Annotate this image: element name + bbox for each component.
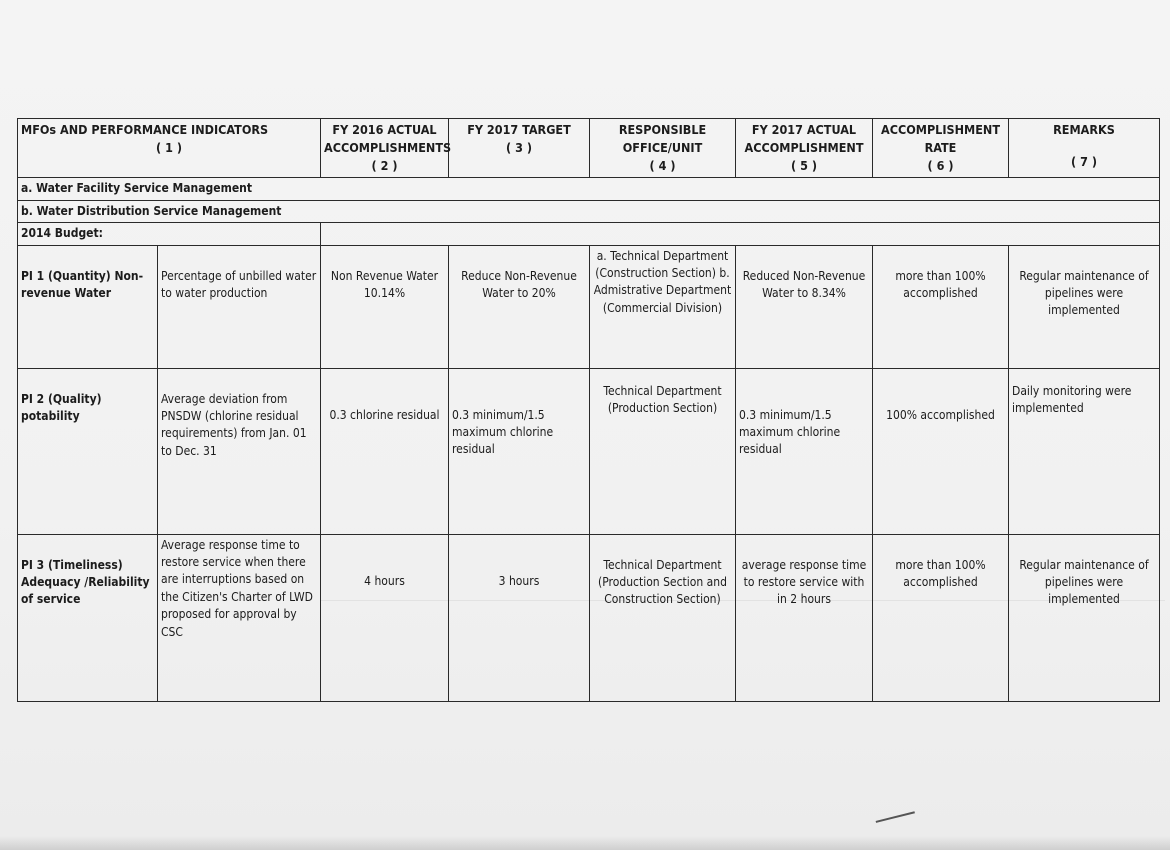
header-fy2017-target-label: FY 2017 TARGET — [467, 122, 571, 137]
section-budget-empty — [321, 223, 1160, 245]
pi-label: PI 1 (Quantity) Non-revenue Water — [18, 245, 158, 368]
header-mfos-number: ( 1 ) — [156, 140, 182, 156]
header-remarks-number: ( 7 ) — [1071, 154, 1097, 170]
header-fy2017-target — [449, 119, 590, 178]
header-remarks — [1009, 119, 1160, 178]
section-water-facility: a. Water Facility Service Management — [18, 178, 1160, 200]
actual-value: average response time to restore service with in 2 hours — [736, 534, 873, 701]
table-row — [18, 245, 1160, 368]
office-value: Technical Department (Production Section and Construction Section) — [590, 534, 736, 701]
office-value: Technical Department (Production Section) — [590, 368, 736, 534]
indicator-text: Percentage of unbilled water to water production — [158, 245, 321, 368]
header-fy2017-actual — [736, 119, 873, 178]
pi-label: PI 2 (Quality) potability — [18, 368, 158, 534]
header-accomplishment-rate-number: ( 6 ) — [927, 158, 954, 174]
header-responsible-office-label: RESPONSIBLE OFFICE/UNIT — [618, 122, 707, 156]
section-water-distribution: b. Water Distribution Service Management — [18, 200, 1160, 222]
section-row — [18, 178, 1160, 200]
section-row — [18, 200, 1160, 222]
header-fy2017-actual-number: ( 5 ) — [791, 158, 817, 174]
header-mfos — [18, 119, 321, 178]
table-row — [18, 534, 1160, 701]
office-value: a. Technical Department (Construction Section) b. Admistrative Department (Commercial Division) — [590, 245, 736, 368]
pi-label: PI 3 (Timeliness) Adequacy /Reliability of service — [18, 534, 158, 701]
remarks-value: Regular maintenance of pipelines were implemented — [1009, 534, 1160, 701]
header-responsible-office-number: ( 4 ) — [649, 158, 676, 174]
performance-report-table — [17, 118, 1160, 702]
header-accomplishment-rate-label: ACCOMPLISHMENT RATE — [880, 122, 1001, 156]
fy2016-value: 0.3 chlorine residual — [321, 368, 449, 534]
table-row — [18, 368, 1160, 534]
rate-value: more than 100% accomplished — [873, 245, 1009, 368]
header-fy2016-label: FY 2016 ACTUAL ACCOMPLISHMENTS — [324, 122, 452, 156]
page-edge-shadow — [0, 836, 1170, 850]
header-fy2017-actual-label: FY 2017 ACTUAL ACCOMPLISHMENT — [744, 122, 864, 156]
header-mfos-label: MFOs AND PERFORMANCE INDICATORS — [21, 122, 269, 137]
remarks-value: Regular maintenance of pipelines were implemented — [1009, 245, 1160, 368]
section-budget: 2014 Budget: — [18, 223, 321, 245]
header-fy2016-number: ( 2 ) — [371, 158, 398, 174]
rate-value: 100% accomplished — [873, 368, 1009, 534]
header-accomplishment-rate — [873, 119, 1009, 178]
target-value: 3 hours — [449, 534, 590, 701]
fy2016-value: 4 hours — [321, 534, 449, 701]
indicator-text: Average deviation from PNSDW (chlorine residual requirements) from Jan. 01 to Dec. 31 — [158, 368, 321, 534]
header-remarks-label: REMARKS — [1053, 122, 1115, 137]
indicator-text: Average response time to restore service when there are interruptions based on the Citizen's Charter of LWD proposed for approval by CSC — [158, 534, 321, 701]
rate-value: more than 100% accomplished — [873, 534, 1009, 701]
remarks-value: Daily monitoring were implemented — [1009, 368, 1160, 534]
target-value: 0.3 minimum/1.5 maximum chlorine residual — [449, 368, 590, 534]
header-fy2016 — [321, 119, 452, 178]
actual-value: 0.3 minimum/1.5 maximum chlorine residual — [736, 368, 873, 534]
target-value: Reduce Non-Revenue Water to 20% — [449, 245, 590, 368]
header-fy2017-target-number: ( 3 ) — [506, 140, 532, 156]
fy2016-value: Non Revenue Water 10.14% — [321, 245, 449, 368]
header-responsible-office — [590, 119, 736, 178]
pen-mark — [876, 811, 917, 828]
actual-value: Reduced Non-Revenue Water to 8.34% — [736, 245, 873, 368]
section-row — [18, 223, 1160, 245]
header-row — [18, 119, 1160, 178]
